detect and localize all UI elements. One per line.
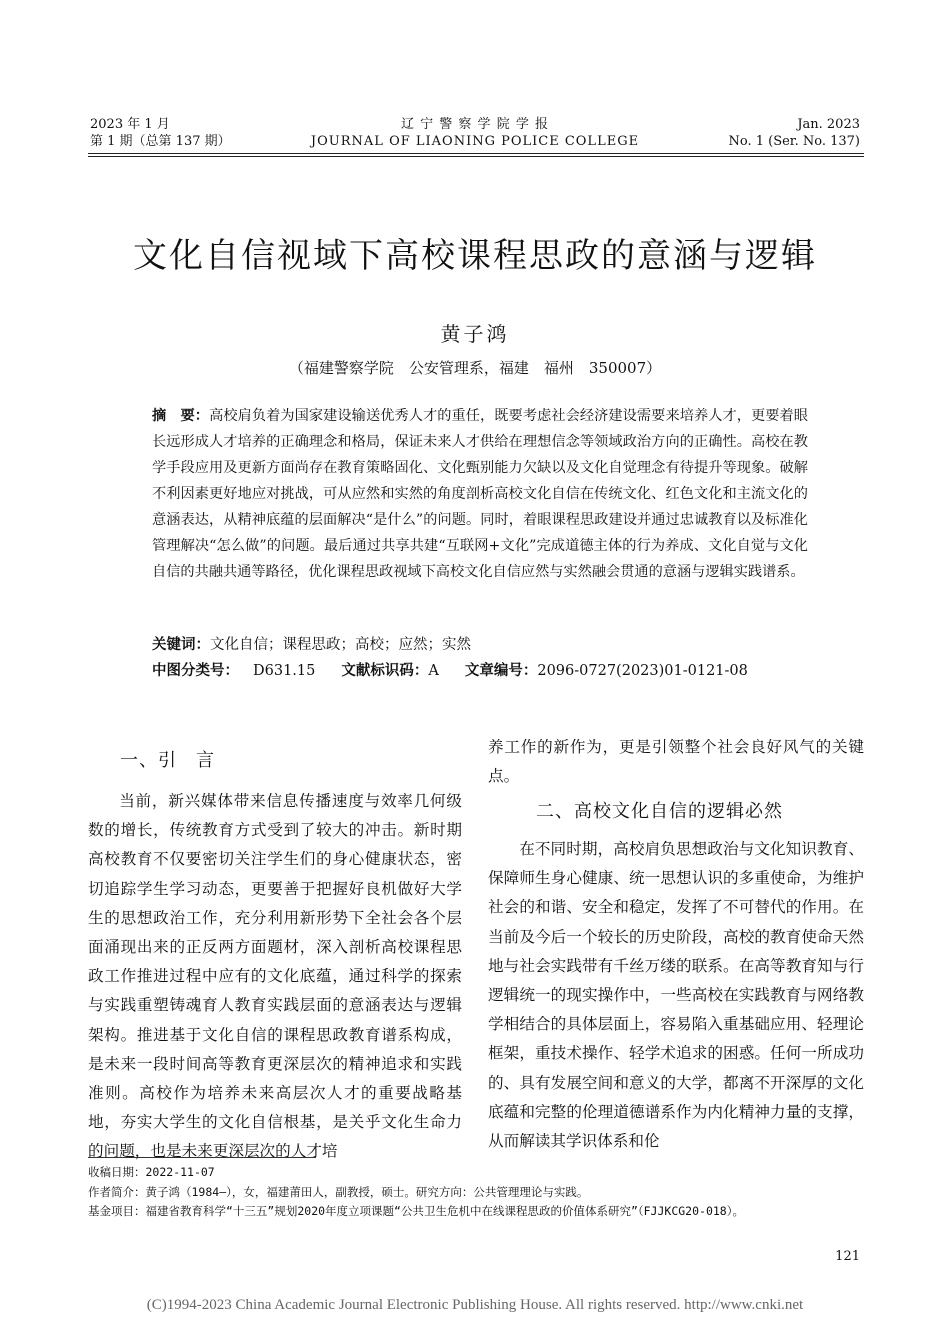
abstract	[152, 403, 808, 585]
header-rule	[88, 153, 864, 157]
footnote-author-bio: 作者简介：黄子鸿（1984—），女，福建莆田人，副教授，硕士。研究方向：公共管理理论与实践。	[88, 1185, 589, 1199]
journal-name-cn: 辽 宁 警 察 学 院 学 报	[401, 117, 549, 132]
issue-date-en: Jan. 2023	[797, 117, 860, 132]
doc-code-label: 文献标识码：	[341, 663, 429, 679]
issue-number-en: No. 1 (Ser. No. 137)	[728, 134, 860, 149]
keywords-label: 关键词：	[152, 637, 210, 653]
section-1-paragraph-continued: 养工作的新作为，更是引领整个社会良好风气的关键点。	[488, 738, 864, 786]
author-name: 黄子鸿	[440, 322, 510, 346]
article-number-value: 2096-0727(2023)01-0121-08	[537, 663, 748, 679]
article-number-label: 文章编号：	[464, 663, 538, 679]
clc-label: 中图分类号：	[152, 663, 239, 679]
author-affiliation: （福建警察学院 公安管理系，福建 福州 350007）	[288, 359, 662, 377]
footnote-received: 收稿日期：2022-11-07	[88, 1165, 215, 1179]
section-1-heading: 一、引 言	[120, 750, 215, 771]
section-1-paragraph: 当前，新兴媒体带来信息传播速度与效率几何级数的增长，传统教育方式受到了较大的冲击。新时期高校教育不仅要密切关注学生们的身心健康状态，密切追踪学生学习动态，更要善于把握好良机做好大学生的思想政治工作，充分利用新形势下全社会各个层面涌现出来的正反两方面题材，深入剖析高校课程思政工作推进过程中应有的文化底蕴，通过科学的探索与实践重塑铸魂育人教育实践层面的意涵表达与逻辑架构。推进基于文化自信的课程思政教育谱系构成，是未来一段时间高等教育更深层次的精神追求和实践准则。高校作为培养未来高层次人才的重要战略基地，夯实大学生的文化自信根基，是关乎文化生命力的问题，也是未来更深层次的人才培	[88, 792, 462, 1161]
article-title: 文化自信视域下高校课程思政的意涵与逻辑	[133, 236, 817, 276]
issue-date-cn: 2023 年 1 月	[90, 117, 170, 132]
issue-number-cn: 第 1 期（总第 137 期）	[90, 134, 231, 149]
footnote-fund: 基金项目：福建省教育科学“十三五”规划2020年度立项课题“公共卫生危机中在线课程思政的价值体系研究”（FJJKCG20-018）。	[88, 1204, 744, 1218]
keywords-text: 文化自信；课程思政；高校；应然；实然	[210, 637, 471, 653]
section-2-heading: 二、高校文化自信的逻辑必然	[536, 801, 783, 822]
clc-value: D631.15	[253, 663, 316, 679]
doc-code-value: A	[428, 663, 439, 679]
section-2-paragraph: 在不同时期，高校肩负思想政治与文化知识教育、保障师生身心健康、统一思想认识的多重使命，为维护社会的和谐、安全和稳定，发挥了不可替代的作用。在当前及今后一个较长的历史阶段，高校的教育使命天然地与社会实践带有千丝万缕的联系。在高等教育知与行逻辑统一的现实操作中，一些高校在实践教育与网络教学相结合的具体层面上，容易陷入重基础应用、轻理论框架，重技术操作、轻学术追求的困惑。任何一所成功的、具有发展空间和意义的大学，都离不开深厚的文化底蕴和完整的伦理道德谱系作为内化精神力量的支撑，从而解读其学识体系和伦	[488, 840, 864, 1151]
keywords	[152, 634, 808, 656]
copyright-footer: (C)1994-2023 China Academic Journal Electronic Publishing House. All rights reserved. http://www.cnki.net	[146, 1297, 804, 1313]
page-number: 121	[835, 1249, 860, 1264]
issue-info-en	[729, 116, 861, 150]
footnote-rule	[88, 1157, 316, 1158]
abstract-text: 高校肩负着为国家建设输送优秀人才的重任，既要考虑社会经济建设需要来培养人才，更要着眼长远形成人才培养的正确理念和格局，保证未来人才供给在理想信念等领域政治方向的正确性。高校在教学手段应用及更新方面尚存在教育策略固化、文化甄别能力欠缺以及文化自觉理念有待提升等现象。破解不利因素更好地应对挑战，可从应然和实然的角度剖析高校文化自信在传统文化、红色文化和主流文化的意涵表达，从精神底蕴的层面解决“是什么”的问题。同时，着眼课程思政建设并通过忠诚教育以及标准化管理解决“怎么做”的问题。最后通过共享共建“互联网+文化”完成道德主体的行为养成、文化自觉与文化自信的共融共通等路径，优化课程思政视域下高校文化自信应然与实然融会贯通的意涵与逻辑实践谱系。	[152, 408, 808, 580]
abstract-label: 摘 要：	[152, 408, 210, 424]
classification-line	[152, 660, 852, 682]
journal-name-en: JOURNAL OF LIAONING POLICE COLLEGE	[310, 134, 640, 149]
